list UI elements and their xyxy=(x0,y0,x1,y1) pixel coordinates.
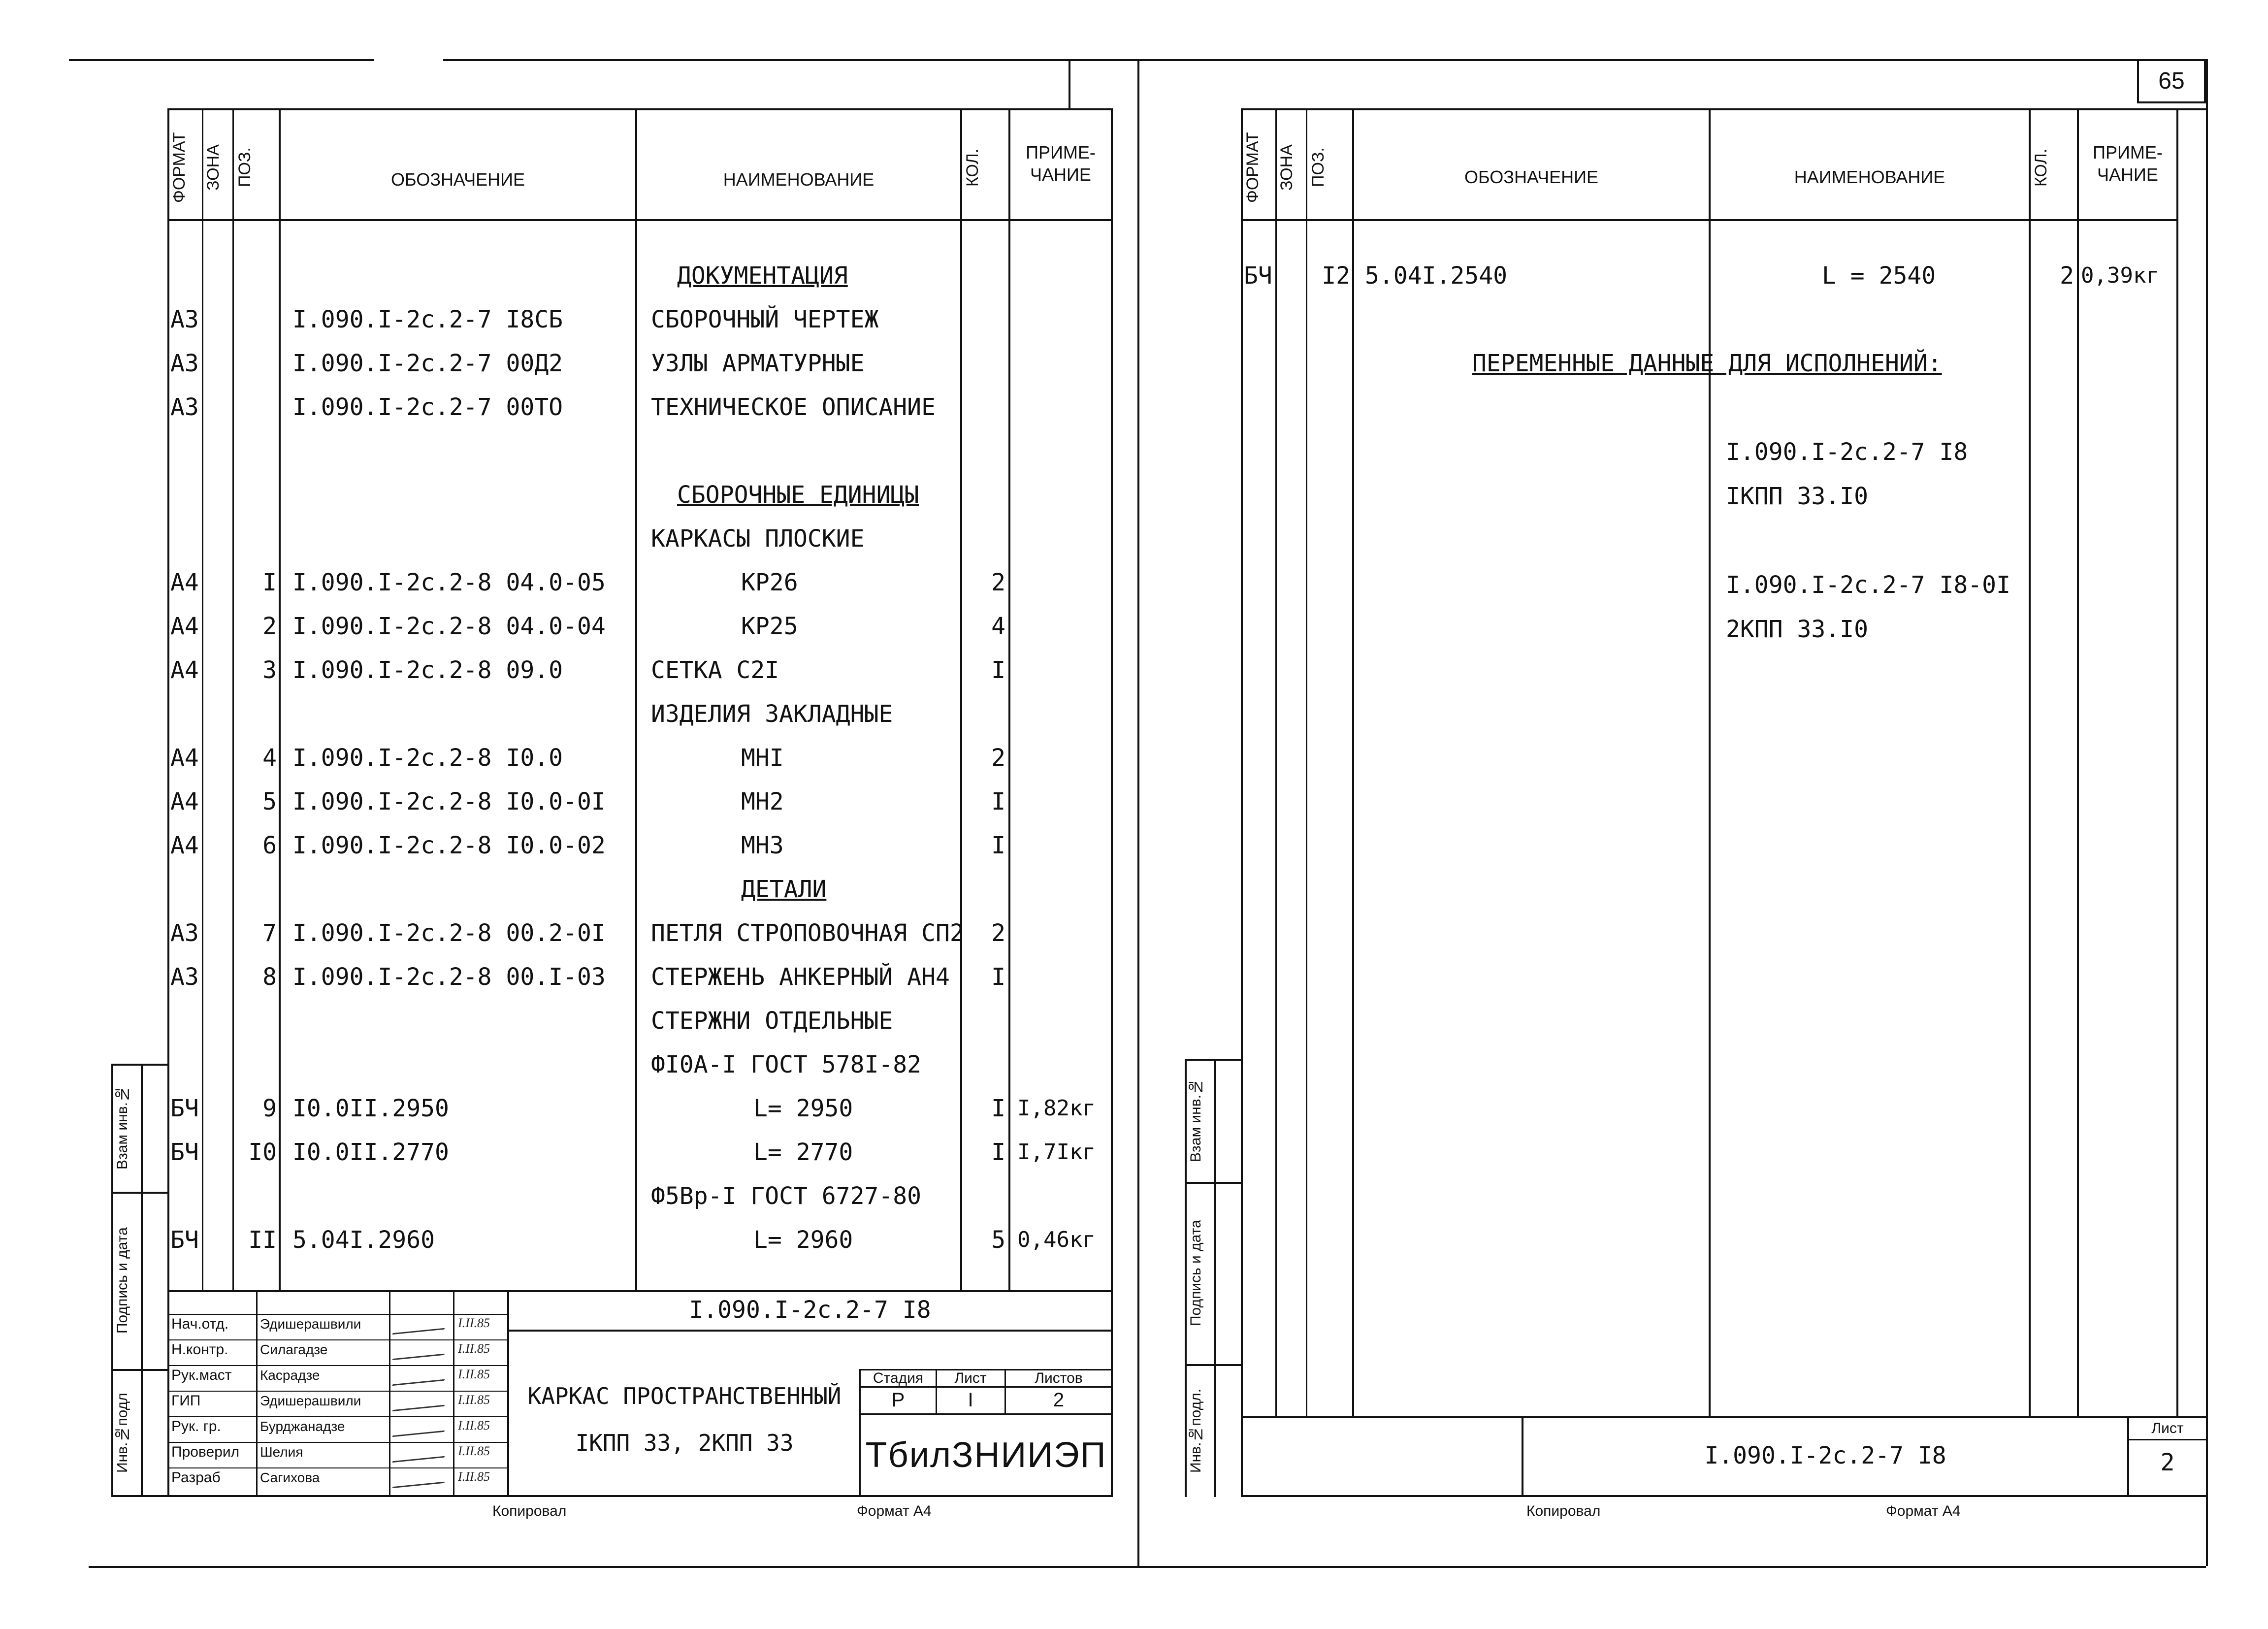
right-inner-right xyxy=(2176,108,2178,1418)
right-stamp-top xyxy=(1185,1059,1243,1061)
right-col-line xyxy=(2077,108,2079,1418)
row-qty: 4 xyxy=(991,613,1005,640)
row-format: БЧ xyxy=(170,1139,199,1166)
tb-top xyxy=(167,1290,1113,1292)
left-header-zone: ЗОНА xyxy=(204,144,223,191)
row-pos: 7 xyxy=(262,919,277,947)
tb-role-title: Рук. гр. xyxy=(171,1418,221,1434)
left-footer-format: Формат А4 xyxy=(857,1503,932,1519)
right-col-line xyxy=(1709,108,1711,1418)
right-header-designation: ОБОЗНАЧЕНИЕ xyxy=(1464,167,1599,187)
right-row-pos: I2 xyxy=(1322,262,1350,290)
right-side-label-signature: Подпись и дата xyxy=(1188,1220,1204,1326)
row-designation: I0.0II.2770 xyxy=(292,1139,449,1166)
row-designation: I.090.I-2c.2-8 09.0 xyxy=(292,656,563,684)
row-format: БЧ xyxy=(170,1095,199,1122)
variant-1-label: IКПП 33.I0 xyxy=(1726,483,1868,510)
tb-title-line2: IКПП 33, 2КПП 33 xyxy=(575,1430,794,1456)
left-side-label-replacement: Взам инв.№ xyxy=(114,1086,130,1170)
right-header-pos: ПОЗ. xyxy=(1309,147,1328,188)
row-pos: 9 xyxy=(262,1095,277,1122)
right-side-label-replacement: Взам инв.№ xyxy=(1188,1078,1204,1163)
left-side-label-inventory: Инв.№подл xyxy=(114,1393,130,1473)
right-stamp-div xyxy=(1185,1182,1243,1184)
row-qty: 2 xyxy=(991,569,1005,596)
tb-role-title: ГИП xyxy=(171,1393,201,1409)
tb-sheet-value: I xyxy=(968,1389,973,1411)
row-name: ТЕХНИЧЕСКОЕ ОПИСАНИЕ xyxy=(651,393,936,421)
right-tb-top xyxy=(1241,1416,2206,1418)
left-stamp-col-outer xyxy=(111,1064,113,1497)
tb-role-divider xyxy=(167,1339,507,1340)
right-side-label-inventory: Инв.№подл. xyxy=(1188,1388,1204,1473)
row-qty: 2 xyxy=(991,919,1005,947)
tb-stage-bottom xyxy=(859,1413,1113,1415)
row-qty: I xyxy=(991,788,1005,815)
right-frame-left xyxy=(1241,108,1243,1497)
right-row-qty: 2 xyxy=(2060,262,2074,290)
row-designation: I.090.I-2c.2-8 04.0-05 xyxy=(292,569,606,596)
row-name: ДЕТАЛИ xyxy=(741,876,827,903)
tb-role-date: I.II.85 xyxy=(458,1316,490,1330)
row-name: ФI0А-I ГОСТ 578I-82 xyxy=(651,1051,922,1078)
row-designation: I.090.I-2c.2-8 04.0-04 xyxy=(292,613,606,640)
center-divider-left-tick xyxy=(1069,59,1070,108)
tb-role-signature xyxy=(392,1343,450,1360)
tb-col xyxy=(256,1290,258,1497)
left-col-line xyxy=(232,108,234,1290)
left-col-line xyxy=(960,108,962,1290)
tb-role-title: Проверил xyxy=(171,1444,240,1460)
tb-role-divider xyxy=(167,1467,507,1468)
row-name: УЗЛЫ АРМАТУРНЫЕ xyxy=(651,350,865,377)
row-pos: I0 xyxy=(248,1139,277,1166)
tb-sheets-value: 2 xyxy=(1053,1389,1065,1411)
row-qty: I xyxy=(991,832,1005,859)
left-header-note-2: ЧАНИЕ xyxy=(1030,164,1091,185)
left-stamp-div xyxy=(111,1369,169,1371)
row-note: I,7Iкг xyxy=(1017,1140,1096,1165)
variable-data-heading: ПЕРЕМЕННЫЕ ДАННЫЕ ДЛЯ ИСПОЛНЕНИЙ: xyxy=(1472,350,1942,377)
row-format: А4 xyxy=(170,656,199,684)
right-tb-sheet-value: 2 xyxy=(2160,1449,2175,1476)
tb-role-title: Нач.отд. xyxy=(171,1316,229,1332)
tb-role-divider xyxy=(167,1416,507,1417)
tb-role-signature xyxy=(392,1317,450,1335)
row-name: L= 2950 xyxy=(753,1095,853,1122)
tb-role-signature xyxy=(392,1420,450,1437)
left-header-format: ФОРМАТ xyxy=(170,132,189,203)
row-format: БЧ xyxy=(170,1226,199,1254)
tb-role-title: Н.контр. xyxy=(171,1341,228,1358)
right-row-format: БЧ xyxy=(1244,262,1272,290)
row-designation: I.090.I-2c.2-8 00.I-03 xyxy=(292,963,606,991)
left-side-label-signature: Подпись и дата xyxy=(114,1227,130,1334)
variant-1-code: I.090.I-2c.2-7 I8 xyxy=(1726,438,1968,466)
row-pos: 4 xyxy=(262,744,277,772)
left-header-bottom xyxy=(167,219,1113,221)
left-frame-left xyxy=(167,108,169,1497)
tb-role-divider xyxy=(167,1365,507,1366)
top-rule-left-a xyxy=(69,59,374,61)
right-header-qty: КОЛ. xyxy=(2032,148,2050,187)
left-footer-copied: Копировал xyxy=(492,1503,567,1519)
right-col-line xyxy=(1352,108,1354,1418)
right-row-name: L = 2540 xyxy=(1822,262,1936,290)
row-format: А4 xyxy=(170,613,199,640)
left-col-line xyxy=(279,108,281,1290)
row-name: ДОКУМЕНТАЦИЯ xyxy=(677,262,848,290)
right-stamp-div xyxy=(1185,1364,1243,1366)
row-format: А4 xyxy=(170,744,199,772)
right-header-zone: ЗОНА xyxy=(1277,144,1296,191)
row-designation: I.090.I-2c.2-8 I0.0 xyxy=(292,744,563,772)
row-format: А4 xyxy=(170,569,199,596)
row-format: А3 xyxy=(170,350,199,377)
row-name: ИЗДЕЛИЯ ЗАКЛАДНЫЕ xyxy=(651,700,893,728)
right-col-line xyxy=(1275,108,1277,1418)
tb-role-name: Эдишерашвили xyxy=(260,1316,361,1332)
row-designation: I.090.I-2c.2-8 00.2-0I xyxy=(292,919,606,947)
right-tb-sheet-label: Лист xyxy=(2151,1420,2184,1436)
tb-role-name: Силагадзе xyxy=(260,1342,328,1357)
tb-role-divider xyxy=(167,1314,507,1315)
row-name: СБОРОЧНЫЕ ЕДИНИЦЫ xyxy=(677,481,919,509)
row-pos: 8 xyxy=(262,963,277,991)
row-designation: 5.04I.2960 xyxy=(292,1226,435,1254)
right-header-note-2: ЧАНИЕ xyxy=(2097,164,2158,185)
row-format: А3 xyxy=(170,919,199,947)
tb-organization: ТбилЗНИИЭП xyxy=(865,1435,1107,1475)
tb-role-name: Шелия xyxy=(260,1444,303,1460)
right-tb-sheet-div xyxy=(2127,1439,2206,1440)
right-header-name: НАИМЕНОВАНИЕ xyxy=(1794,167,1945,187)
row-name: СТЕРЖНИ ОТДЕЛЬНЫЕ xyxy=(651,1007,893,1035)
row-pos: 2 xyxy=(262,613,277,640)
tb-role-title: Рук.маст xyxy=(171,1367,232,1383)
left-stamp-div xyxy=(111,1192,169,1194)
tb-col xyxy=(389,1290,390,1497)
row-format: А3 xyxy=(170,393,199,421)
tb-role-date: I.II.85 xyxy=(458,1367,490,1381)
tb-role-signature xyxy=(392,1471,450,1488)
right-header-format: ФОРМАТ xyxy=(1243,132,1262,203)
tb-stage-value: Р xyxy=(891,1389,905,1411)
left-stamp-top xyxy=(111,1064,169,1066)
row-designation: I.090.I-2c.2-7 00Д2 xyxy=(292,350,563,377)
page-number: 65 xyxy=(2158,68,2185,94)
row-qty: I xyxy=(991,1095,1005,1122)
left-frame-right xyxy=(1111,108,1113,1497)
row-name: Ф5Вр-I ГОСТ 6727-80 xyxy=(651,1182,922,1210)
right-rule xyxy=(2206,59,2208,1566)
row-designation: I.090.I-2c.2-7 I8СБ xyxy=(292,306,563,333)
left-col-line xyxy=(1008,108,1010,1290)
row-name: L= 2770 xyxy=(753,1139,853,1166)
page-number-box xyxy=(2137,59,2206,103)
tb-role-signature xyxy=(392,1368,450,1386)
row-designation: I.090.I-2c.2-8 I0.0-02 xyxy=(292,832,606,859)
tb-role-divider xyxy=(167,1442,507,1443)
right-header-note-1: ПРИМЕ- xyxy=(2093,142,2163,163)
row-format: А3 xyxy=(170,306,199,333)
row-format: А4 xyxy=(170,788,199,815)
right-footer-format: Формат А4 xyxy=(1886,1503,1961,1519)
top-rule xyxy=(443,59,2196,61)
right-col-line xyxy=(1306,108,1307,1418)
tb-role-name: Эдишерашвили xyxy=(260,1393,361,1408)
tb-role-name: Сагихова xyxy=(260,1470,320,1485)
variant-2-code: I.090.I-2c.2-7 I8-0I xyxy=(1726,571,2010,599)
row-pos: 5 xyxy=(262,788,277,815)
tb-role-date: I.II.85 xyxy=(458,1418,490,1433)
left-frame-top xyxy=(167,108,1113,110)
bottom-rule xyxy=(89,1566,2206,1568)
row-name: СЕТКА С2I xyxy=(651,656,779,684)
tb-code-bottom xyxy=(507,1330,1113,1332)
center-divider xyxy=(1137,59,1139,1566)
row-name: СБОРОЧНЫЙ ЧЕРТЕЖ xyxy=(651,306,879,333)
tb-role-name: Касрадзе xyxy=(260,1368,320,1383)
row-name: МН2 xyxy=(741,788,784,815)
row-qty: I xyxy=(991,656,1005,684)
row-name: L= 2960 xyxy=(753,1226,853,1254)
row-note: 0,46кг xyxy=(1017,1227,1096,1252)
row-pos: I xyxy=(262,569,277,596)
row-designation: I.090.I-2c.2-7 00ТО xyxy=(292,393,563,421)
right-frame-top xyxy=(1241,108,2206,110)
row-pos: II xyxy=(248,1226,277,1254)
tb-role-signature xyxy=(392,1394,450,1411)
row-name: СТЕРЖЕНЬ АНКЕРНЫЙ АН4 xyxy=(651,963,950,991)
left-header-qty: КОЛ. xyxy=(963,148,982,187)
left-header-pos: ПОЗ. xyxy=(235,147,254,188)
row-name: ПЕТЛЯ СТРОПОВОЧНАЯ СП2 xyxy=(651,919,964,947)
row-name: МНI xyxy=(741,744,784,772)
left-stamp-bottom xyxy=(111,1495,169,1497)
tb-title-line1: КАРКАС ПРОСТРАНСТВЕННЫЙ xyxy=(527,1383,842,1409)
right-footer-copied: Копировал xyxy=(1526,1503,1601,1519)
tb-sheet-label: Лист xyxy=(954,1370,987,1386)
tb-role-title: Разраб xyxy=(171,1469,221,1486)
row-qty: 5 xyxy=(991,1226,1005,1254)
right-row-designation: 5.04I.2540 xyxy=(1365,262,1507,290)
right-stamp-col-mid xyxy=(1214,1059,1216,1497)
left-header-designation: ОБОЗНАЧЕНИЕ xyxy=(390,169,525,190)
row-pos: 6 xyxy=(262,832,277,859)
tb-role-date: I.II.85 xyxy=(458,1393,490,1407)
row-qty: I xyxy=(991,963,1005,991)
left-header-note-1: ПРИМЕ- xyxy=(1026,142,1096,163)
variant-2-label: 2КПП 33.I0 xyxy=(1726,616,1868,643)
tb-stage-label: Стадия xyxy=(873,1370,924,1386)
left-col-line xyxy=(202,108,203,1290)
tb-col xyxy=(453,1290,454,1497)
right-row-note: 0,39кг xyxy=(2081,263,2159,288)
row-name: КАРКАСЫ ПЛОСКИЕ xyxy=(651,525,865,553)
row-name: КР25 xyxy=(741,613,798,640)
tb-title-right xyxy=(859,1369,861,1495)
tb-doc-code: I.090.I-2c.2-7 I8 xyxy=(689,1296,931,1324)
row-designation: I.090.I-2c.2-8 I0.0-0I xyxy=(292,788,606,815)
row-pos: 3 xyxy=(262,656,277,684)
tb-role-date: I.II.85 xyxy=(458,1469,490,1484)
left-col-line xyxy=(635,108,637,1290)
row-designation: I0.0II.2950 xyxy=(292,1095,449,1122)
right-frame-bottom xyxy=(1241,1495,2206,1497)
row-name: МН3 xyxy=(741,832,784,859)
right-tb-doc-code: I.090.I-2c.2-7 I8 xyxy=(1704,1442,1946,1469)
tb-role-date: I.II.85 xyxy=(458,1444,490,1458)
tb-role-divider xyxy=(167,1391,507,1392)
right-col-line xyxy=(2029,108,2031,1418)
tb-role-name: Бурджанадзе xyxy=(260,1419,345,1434)
left-stamp-col-mid xyxy=(141,1064,143,1497)
row-format: А4 xyxy=(170,832,199,859)
left-frame-bottom xyxy=(167,1495,1113,1497)
row-qty: 2 xyxy=(991,744,1005,772)
right-stamp-col-outer xyxy=(1185,1059,1187,1497)
row-name: КР26 xyxy=(741,569,798,596)
left-header-name: НАИМЕНОВАНИЕ xyxy=(723,169,875,190)
row-format: А3 xyxy=(170,963,199,991)
tb-role-signature xyxy=(392,1445,450,1463)
tb-role-date: I.II.85 xyxy=(458,1341,490,1356)
row-qty: I xyxy=(991,1139,1005,1166)
tb-sheets-label: Листов xyxy=(1035,1370,1083,1386)
row-note: I,82кг xyxy=(1017,1096,1096,1121)
